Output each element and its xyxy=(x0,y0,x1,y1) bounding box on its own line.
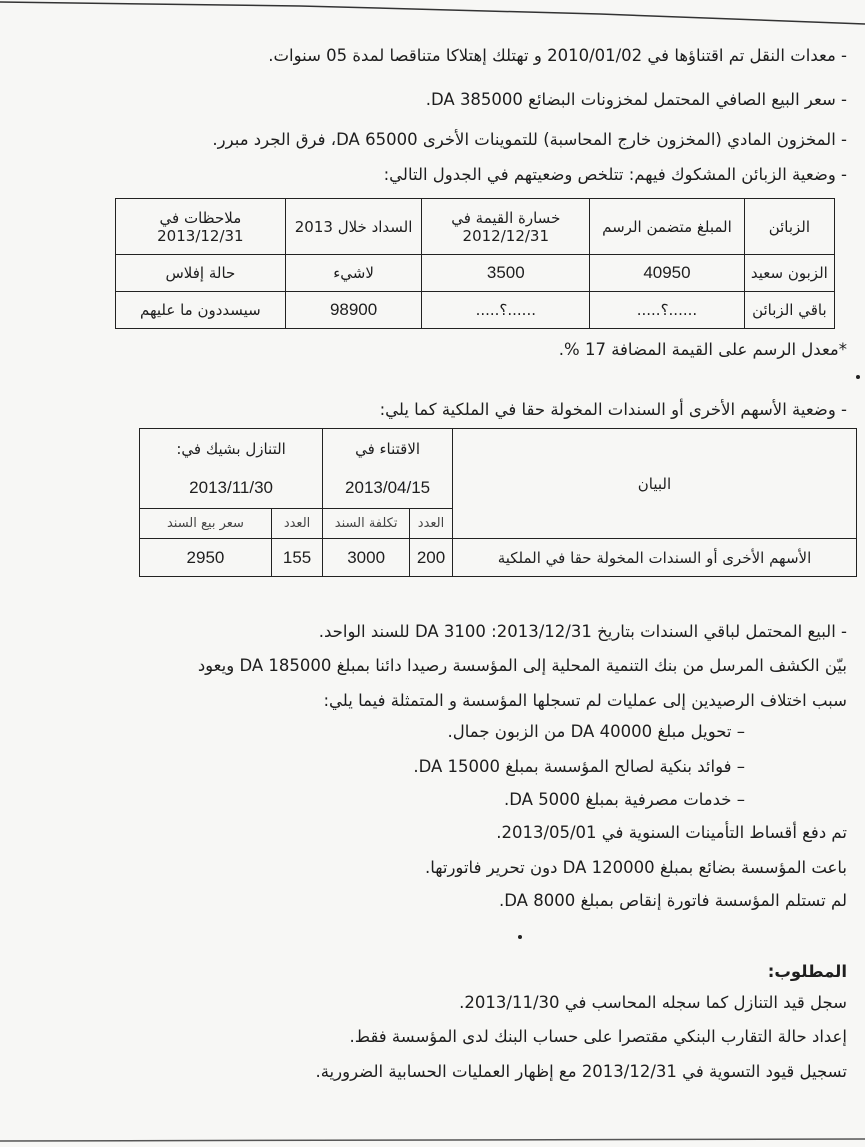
after-line-2: بيّن الكشف المرسل من بنك التنمية المحلية إلى المؤسسة رصيدا دائنا بمبلغ 185000 DA ويعود xyxy=(197,656,847,675)
paper-bottom-edge xyxy=(0,1135,865,1147)
client-loss: ......؟..... xyxy=(422,292,590,329)
shares-sub-sale-price: سعر بيع السند xyxy=(140,509,272,539)
client-paid: 98900 xyxy=(285,292,422,329)
client-name: الزبون سعيد xyxy=(744,255,834,292)
shares-header-sale: التنازل بشيك في: xyxy=(140,429,323,469)
clients-header-notes: ملاحظات في 2013/12/31 xyxy=(116,199,286,255)
shares-header-acq: الاقتناء في xyxy=(323,429,453,469)
after-line-5: – فوائد بنكية لصالح المؤسسة بمبلغ 15000 DA. xyxy=(413,757,745,776)
paper-top-edge xyxy=(0,0,865,28)
shares-acq-cost: 3000 xyxy=(323,539,410,577)
shares-intro: - وضعية الأسهم الأخرى أو السندات المخولة حقا في الملكية كما يلي: xyxy=(379,400,847,419)
shares-acq-date: 2013/04/15 xyxy=(323,469,453,509)
table-row xyxy=(116,255,835,292)
clients-header-name: الزبائن xyxy=(744,199,834,255)
client-amount: ......؟..... xyxy=(590,292,745,329)
after-line-1: - البيع المحتمل لباقي السندات بتاريخ 2013/12/31: 3100 DA للسند الواحد. xyxy=(318,622,847,641)
shares-table xyxy=(139,428,857,577)
shares-sub-acq-count: العدد xyxy=(410,509,453,539)
client-name: باقي الزبائن xyxy=(744,292,834,329)
after-line-4: – تحويل مبلغ 40000 DA من الزبون جمال. xyxy=(447,722,745,741)
shares-sale-price: 2950 xyxy=(140,539,272,577)
scan-dot xyxy=(518,935,522,939)
scan-dot xyxy=(856,375,860,379)
vat-note: *معدل الرسم على القيمة المضافة 17 %. xyxy=(558,340,847,359)
required-item-1: سجل قيد التنازل كما سجله المحاسب في 2013/11/30. xyxy=(459,993,847,1012)
client-amount: 40950 xyxy=(590,255,745,292)
table-row xyxy=(140,539,857,577)
shares-header-label: البيان xyxy=(452,429,856,539)
clients-header-loss: خسارة القيمة في 2012/12/31 xyxy=(422,199,590,255)
client-loss: 3500 xyxy=(422,255,590,292)
shares-sale-date: 2013/11/30 xyxy=(140,469,323,509)
clients-table xyxy=(115,198,835,329)
after-line-9: لم تستلم المؤسسة فاتورة إنقاص بمبلغ 8000 DA. xyxy=(499,891,847,910)
client-notes: حالة إفلاس xyxy=(116,255,286,292)
shares-sub-sale-count: العدد xyxy=(271,509,322,539)
required-title: المطلوب: xyxy=(767,962,847,981)
after-line-7: تم دفع أقساط التأمينات السنوية في 2013/05/01. xyxy=(496,823,847,842)
shares-sub-acq-cost: تكلفة السند xyxy=(323,509,410,539)
intro-line-3: - المخزون المادي (المخزون خارج المحاسبة) للتموينات الأخرى 65000 DA، فرق الجرد مبرر. xyxy=(212,130,847,149)
shares-sale-count: 155 xyxy=(271,539,322,577)
shares-row-label: الأسهم الأخرى أو السندات المخولة حقا في الملكية xyxy=(452,539,856,577)
after-line-3: سبب اختلاف الرصيدين إلى عمليات لم تسجلها المؤسسة و المتمثلة فيما يلي: xyxy=(323,691,847,710)
table-row xyxy=(116,292,835,329)
intro-line-4: - وضعية الزبائن المشكوك فيهم: تتلخص وضعيتهم في الجدول التالي: xyxy=(383,165,847,184)
after-line-8: باعت المؤسسة بضائع بمبلغ 120000 DA دون تحرير فاتورتها. xyxy=(424,858,847,877)
clients-header-amount: المبلغ متضمن الرسم xyxy=(590,199,745,255)
client-paid: لاشيء xyxy=(285,255,422,292)
shares-acq-count: 200 xyxy=(410,539,453,577)
required-item-3: تسجيل قيود التسوية في 2013/12/31 مع إظهار العمليات الحسابية الضرورية. xyxy=(315,1062,847,1081)
after-line-6: – خدمات مصرفية بمبلغ 5000 DA. xyxy=(503,790,745,809)
required-item-2: إعداد حالة التقارب البنكي مقتصرا على حساب البنك لدى المؤسسة فقط. xyxy=(349,1027,847,1046)
intro-line-1: - معدات النقل تم اقتناؤها في 2010/01/02 و تهتلك إهتلاكا متناقصا لمدة 05 سنوات. xyxy=(268,46,847,65)
clients-header-paid: السداد خلال 2013 xyxy=(285,199,422,255)
client-notes: سيسددون ما عليهم xyxy=(116,292,286,329)
intro-line-2: - سعر البيع الصافي المحتمل لمخزونات البضائع 385000 DA. xyxy=(425,90,847,109)
